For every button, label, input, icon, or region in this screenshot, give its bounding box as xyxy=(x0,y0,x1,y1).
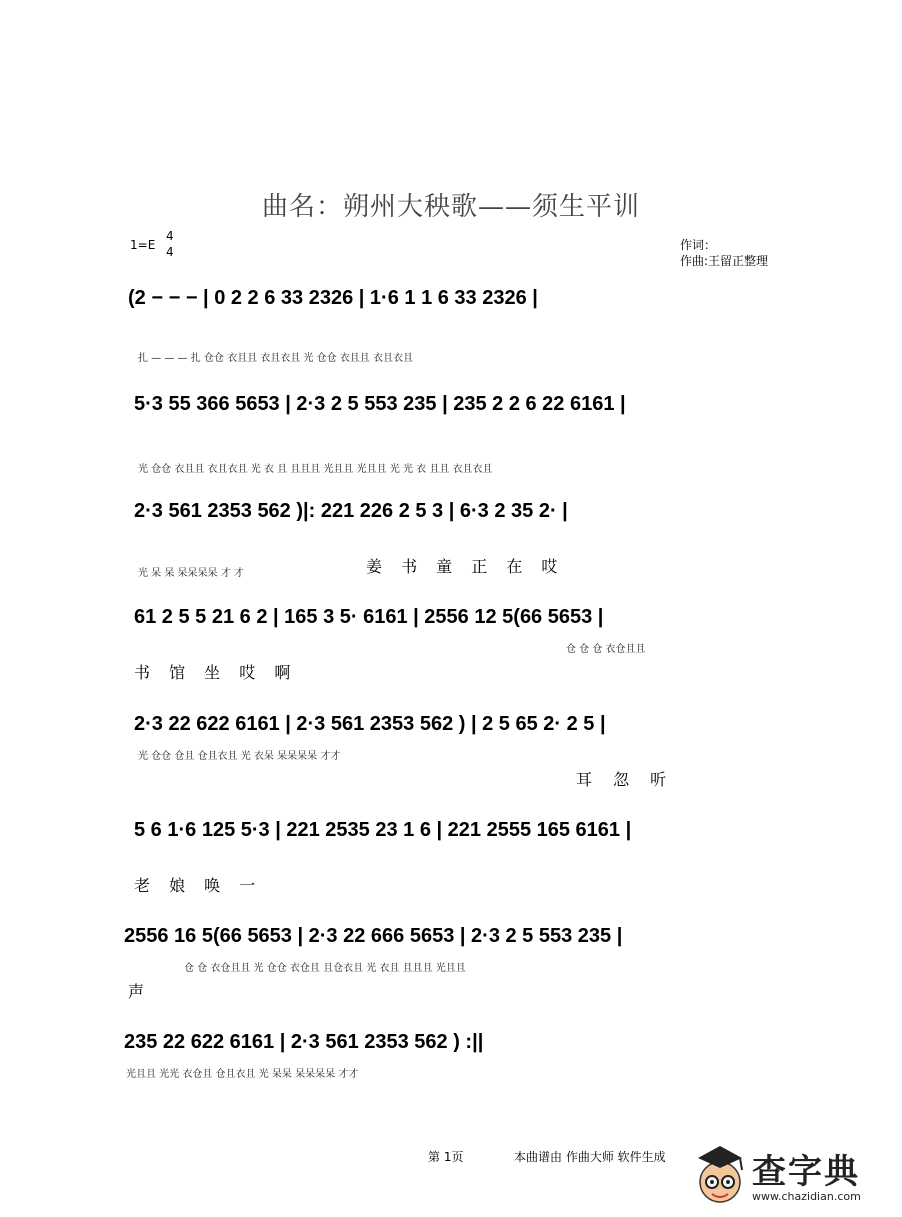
notation: 2·3 22 622 6161 | 2·3 561 2353 562 ) | 2 5 65 2· 2 5 | xyxy=(134,713,606,735)
time-signature xyxy=(166,228,174,260)
key-signature: 1=E xyxy=(130,238,156,252)
percussion-line: 光且且 光光 衣仓且 仓且衣且 光 呆呆 呆呆呆呆 才才 xyxy=(126,1069,359,1080)
brand-name: 查字典 xyxy=(752,1152,860,1192)
lyricist-credit: 作词： xyxy=(680,238,717,252)
page-number: 第 1页 xyxy=(428,1150,464,1164)
brand-url: www.chazidian.com xyxy=(752,1190,861,1203)
notation: 235 22 622 6161 | 2·3 561 2353 562 ) :|| xyxy=(124,1031,484,1053)
percussion-line: 光 仓仓 衣且且 衣且衣且 光 衣 且 且且且 光且且 光且且 光 光 衣 且且 衣且衣且 xyxy=(138,464,493,475)
time-signature-top: 4 xyxy=(166,229,174,243)
percussion-line: 仓 仓 衣仓且且 光 仓仓 衣仓且 且仓衣且 光 衣且 且且且 光且且 xyxy=(184,963,466,974)
lyrics-line: 姜 书 童 正 在 哎 xyxy=(366,557,558,576)
lyrics-line: 老 娘 唤 一 xyxy=(134,876,256,895)
percussion-line: 光 仓仓 仓且 仓且衣且 光 衣呆 呆呆呆呆 才才 xyxy=(138,751,341,762)
notation: 5 6 1·6 125 5·3 | 221 2535 23 1 6 | 221 2555 165 6161 | xyxy=(134,819,632,841)
lyrics-line: 声 xyxy=(128,982,145,1001)
notation: (2 − − − | 0 2 2 6 33 2326 | 1·6 1 1 6 33 2326 | xyxy=(128,287,538,309)
generator-note: 本曲谱由 作曲大师 软件生成 xyxy=(514,1150,666,1164)
percussion-line: 扎 — — — 扎 仓仓 衣且且 衣且衣且 光 仓仓 衣且且 衣且衣且 xyxy=(138,353,413,364)
lyrics-line: 耳 忽 听 xyxy=(576,770,667,789)
percussion-line: 光 呆 呆 呆呆呆呆 才 才 xyxy=(138,568,244,579)
notation: 5·3 55 366 5653 | 2·3 2 5 553 235 | 235 2 2 6 22 6161 | xyxy=(134,393,626,415)
time-signature-bottom: 4 xyxy=(166,245,174,259)
notation: 2556 16 5(66 5653 | 2·3 22 666 5653 | 2·3 2 5 553 235 | xyxy=(124,925,623,947)
notation: 61 2 5 5 21 6 2 | 165 3 5· 6161 | 2556 12 5(66 5653 | xyxy=(134,606,604,628)
page-title: 曲名：朔州大秧歌——须生平训 xyxy=(261,192,640,222)
composer-credit: 作曲:王留正整理 xyxy=(680,254,769,268)
watermark-logo xyxy=(696,1136,896,1210)
notation: 2·3 561 2353 562 )|: 221 226 2 5 3 | 6·3 2 35 2· | xyxy=(134,500,568,522)
lyrics-line: 书 馆 坐 哎 啊 xyxy=(134,663,291,682)
percussion-line: 仓 仓 仓 衣仓且且 xyxy=(566,644,646,655)
